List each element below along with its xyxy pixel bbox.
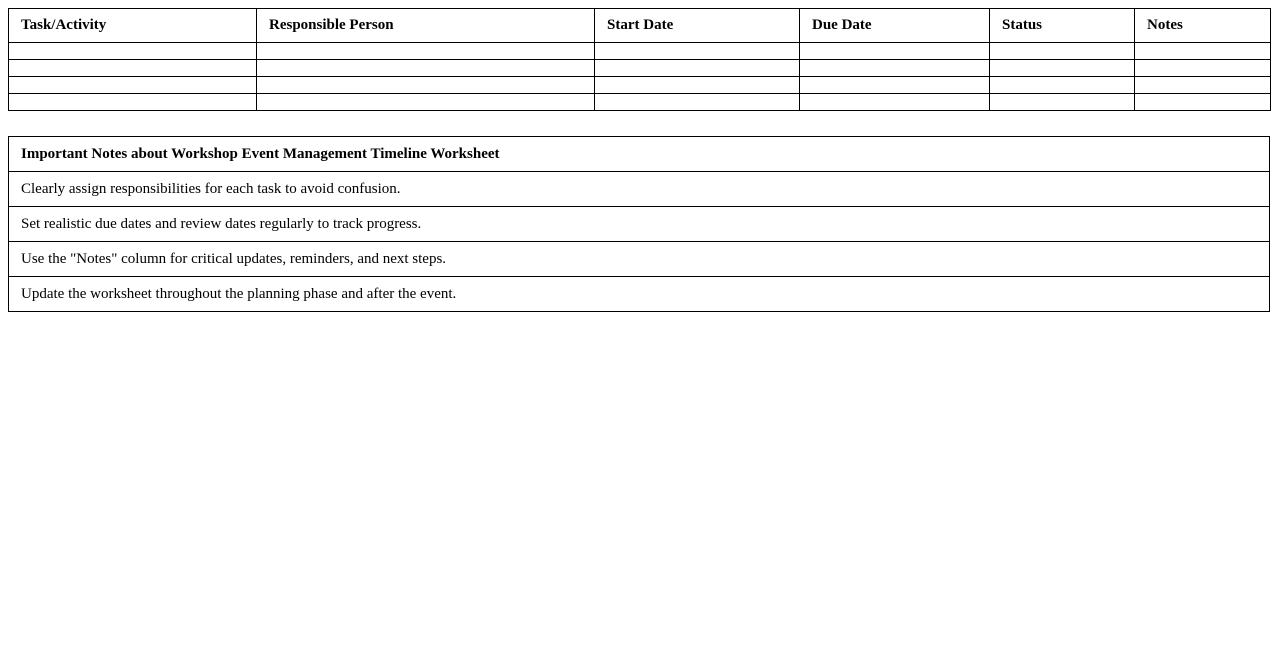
table-cell xyxy=(595,94,800,111)
note-row xyxy=(9,277,1270,312)
table-cell xyxy=(9,77,257,94)
notes-title: Important Notes about Workshop Event Management Timeline Worksheet xyxy=(9,137,1270,172)
table-header-row xyxy=(9,9,1271,43)
table-cell xyxy=(800,77,990,94)
column-header-start-date: Start Date xyxy=(595,9,800,43)
table-cell xyxy=(990,94,1135,111)
table-row xyxy=(9,60,1271,77)
table-cell xyxy=(800,43,990,60)
table-cell xyxy=(800,60,990,77)
note-row xyxy=(9,172,1270,207)
table-cell xyxy=(990,77,1135,94)
table-cell xyxy=(595,43,800,60)
table-cell xyxy=(595,77,800,94)
column-header-due-date: Due Date xyxy=(800,9,990,43)
table-cell xyxy=(990,43,1135,60)
table-cell xyxy=(257,43,595,60)
column-header-status: Status xyxy=(990,9,1135,43)
table-row xyxy=(9,94,1271,111)
table-row xyxy=(9,43,1271,60)
table-cell xyxy=(9,94,257,111)
table-cell xyxy=(257,60,595,77)
column-header-responsible-person: Responsible Person xyxy=(257,9,595,43)
column-header-task-activity: Task/Activity xyxy=(9,9,257,43)
table-cell xyxy=(1135,77,1271,94)
note-item: Clearly assign responsibilities for each task to avoid confusion. xyxy=(9,172,1270,207)
table-cell xyxy=(1135,94,1271,111)
timeline-table xyxy=(8,8,1271,111)
note-item: Set realistic due dates and review dates regularly to track progress. xyxy=(9,207,1270,242)
note-item: Update the worksheet throughout the planning phase and after the event. xyxy=(9,277,1270,312)
table-cell xyxy=(9,43,257,60)
note-item: Use the "Notes" column for critical updates, reminders, and next steps. xyxy=(9,242,1270,277)
important-notes-table xyxy=(8,136,1270,312)
table-cell xyxy=(800,94,990,111)
table-cell xyxy=(990,60,1135,77)
note-row xyxy=(9,242,1270,277)
table-cell xyxy=(257,94,595,111)
note-row xyxy=(9,207,1270,242)
table-cell xyxy=(1135,43,1271,60)
table-cell xyxy=(9,60,257,77)
table-cell xyxy=(257,77,595,94)
column-header-notes: Notes xyxy=(1135,9,1271,43)
notes-title-row xyxy=(9,137,1270,172)
table-row xyxy=(9,77,1271,94)
table-cell xyxy=(1135,60,1271,77)
table-cell xyxy=(595,60,800,77)
